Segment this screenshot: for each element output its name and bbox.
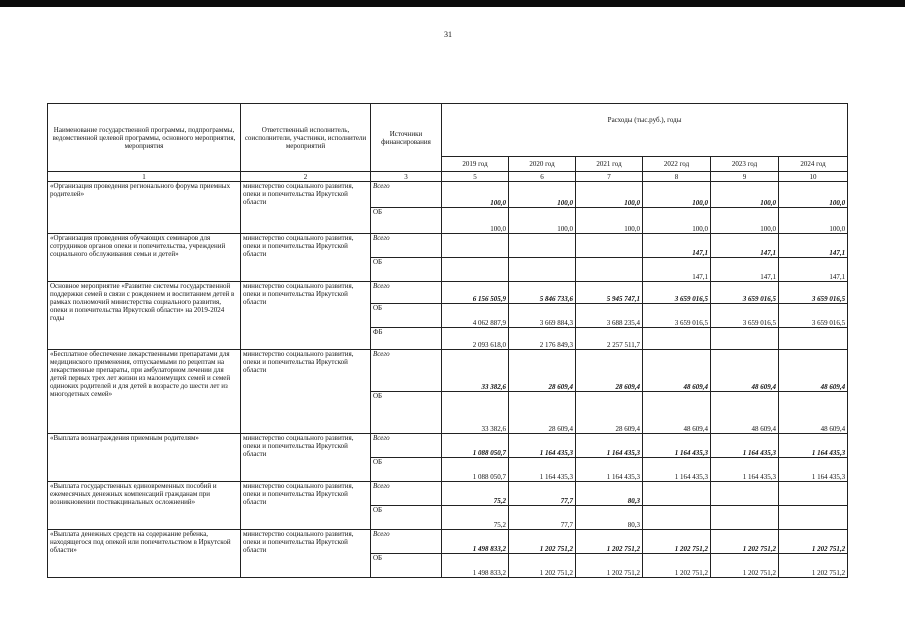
source-value: 100,0 — [442, 208, 509, 234]
source-value — [779, 506, 848, 530]
source-value — [779, 328, 848, 350]
source-value — [442, 258, 509, 282]
row-name: «Организация проведения обучающих семинаров для сотрудников органов опеки и попечительства, учреждений социального обслуживания семьи и детей» — [48, 234, 241, 282]
total-value: 1 164 435,3 — [711, 434, 779, 458]
header-source: Источники финансирования — [371, 104, 442, 172]
row-name: «Выплата вознаграждения приемным родителям» — [48, 434, 241, 482]
total-value: 1 088 050,7 — [442, 434, 509, 458]
source-value: 2 176 849,3 — [509, 328, 576, 350]
total-value: 1 164 435,3 — [779, 434, 848, 458]
source-value: 1 088 050,7 — [442, 458, 509, 482]
total-value: 1 202 751,2 — [576, 530, 643, 554]
total-value: 5 846 733,6 — [509, 282, 576, 304]
column-number: 8 — [643, 172, 711, 182]
source-value: 100,0 — [643, 208, 711, 234]
source-value: 3 659 016,5 — [779, 304, 848, 328]
source-value: 1 202 751,2 — [779, 554, 848, 578]
source-total-label: Всего — [371, 182, 442, 208]
source-value: 100,0 — [711, 208, 779, 234]
source-value: 147,1 — [643, 258, 711, 282]
source-value — [643, 506, 711, 530]
total-value: 100,0 — [509, 182, 576, 208]
source-value: 1 498 833,2 — [442, 554, 509, 578]
source-label: ОБ — [371, 458, 442, 482]
source-value: 1 164 435,3 — [576, 458, 643, 482]
column-number: 1 — [48, 172, 241, 182]
source-label: ОБ — [371, 392, 442, 434]
source-value: 48 609,4 — [643, 392, 711, 434]
source-value: 100,0 — [576, 208, 643, 234]
total-value: 48 609,4 — [779, 350, 848, 392]
source-value: 77,7 — [509, 506, 576, 530]
source-value — [509, 258, 576, 282]
scan-top-edge — [0, 0, 905, 7]
source-total-label: Всего — [371, 282, 442, 304]
source-value: 1 202 751,2 — [509, 554, 576, 578]
source-value: 1 202 751,2 — [643, 554, 711, 578]
source-label: ФБ — [371, 328, 442, 350]
source-label: ОБ — [371, 506, 442, 530]
source-value — [643, 328, 711, 350]
total-value: 100,0 — [779, 182, 848, 208]
total-value: 147,1 — [779, 234, 848, 258]
total-value — [442, 234, 509, 258]
row-executor: министерство социального развития, опеки и попечительства Иркутской области — [241, 182, 371, 234]
row-name: «Бесплатное обеспечение лекарственными препаратами для медицинского применения, отпускаемыми по рецептам на лекарственные препараты, при амбулаторном лечении для детей первых трех лет жизни из малоимущих семей и семей одиноких родителей и для детей в возрасте до шести лет из многодетных семей» — [48, 350, 241, 434]
source-total-label: Всего — [371, 234, 442, 258]
column-number: 9 — [711, 172, 779, 182]
total-value: 6 156 505,9 — [442, 282, 509, 304]
table-row — [48, 350, 848, 392]
source-value — [711, 328, 779, 350]
total-value: 1 498 833,2 — [442, 530, 509, 554]
source-total-label: Всего — [371, 530, 442, 554]
column-number: 3 — [371, 172, 442, 182]
header-name: Наименование государственной программы, подпрограммы, ведомственной целевой программы, основного мероприятия, мероприятия — [48, 104, 241, 172]
source-value: 2 257 511,7 — [576, 328, 643, 350]
header-year: 2020 год — [509, 157, 576, 172]
row-name: «Организация проведения регионального форума приемных родителей» — [48, 182, 241, 234]
total-value: 28 609,4 — [509, 350, 576, 392]
source-label: ОБ — [371, 208, 442, 234]
row-name: «Выплата государственных единовременных пособий и ежемесячных денежных компенсаций гражданам при возникновении поствакцинальных осложнений» — [48, 482, 241, 530]
row-name: «Выплата денежных средств на содержание ребенка, находящегося под опекой или попечительством в Иркутской области» — [48, 530, 241, 578]
total-value: 75,2 — [442, 482, 509, 506]
total-value: 147,1 — [643, 234, 711, 258]
header-year: 2022 год — [643, 157, 711, 172]
page-number: 31 — [444, 30, 452, 39]
source-value: 75,2 — [442, 506, 509, 530]
source-value: 1 164 435,3 — [643, 458, 711, 482]
total-value: 1 202 751,2 — [509, 530, 576, 554]
source-total-label: Всего — [371, 350, 442, 392]
source-value: 1 202 751,2 — [576, 554, 643, 578]
table-row — [48, 234, 848, 258]
header-year: 2021 год — [576, 157, 643, 172]
column-number: 7 — [576, 172, 643, 182]
source-value: 3 659 016,5 — [711, 304, 779, 328]
row-executor: министерство социального развития, опеки и попечительства Иркутской области — [241, 282, 371, 350]
table-row — [48, 434, 848, 458]
row-executor: министерство социального развития, опеки и попечительства Иркутской области — [241, 234, 371, 282]
source-label: ОБ — [371, 304, 442, 328]
column-number: 10 — [779, 172, 848, 182]
table-row — [48, 530, 848, 554]
column-number: 6 — [509, 172, 576, 182]
source-value: 1 164 435,3 — [711, 458, 779, 482]
source-value: 1 164 435,3 — [509, 458, 576, 482]
total-value: 100,0 — [711, 182, 779, 208]
total-value — [509, 234, 576, 258]
header-year: 2019 год — [442, 157, 509, 172]
total-value: 3 659 016,5 — [643, 282, 711, 304]
source-value — [576, 258, 643, 282]
source-value: 3 669 884,3 — [509, 304, 576, 328]
total-value: 1 164 435,3 — [576, 434, 643, 458]
source-value: 3 659 016,5 — [643, 304, 711, 328]
source-value: 28 609,4 — [576, 392, 643, 434]
source-value: 147,1 — [711, 258, 779, 282]
header-year: 2024 год — [779, 157, 848, 172]
column-number: 5 — [442, 172, 509, 182]
budget-table — [47, 103, 848, 578]
total-value: 100,0 — [442, 182, 509, 208]
header-executor: Ответственный исполнитель, соисполнители, участники, исполнители мероприятий — [241, 104, 371, 172]
source-value: 80,3 — [576, 506, 643, 530]
source-value: 2 093 618,0 — [442, 328, 509, 350]
column-number: 2 — [241, 172, 371, 182]
source-value: 147,1 — [779, 258, 848, 282]
source-value: 1 164 435,3 — [779, 458, 848, 482]
total-value — [576, 234, 643, 258]
total-value: 3 659 016,5 — [711, 282, 779, 304]
source-value: 3 688 235,4 — [576, 304, 643, 328]
source-value — [711, 506, 779, 530]
total-value — [779, 482, 848, 506]
table-row — [48, 182, 848, 208]
total-value — [643, 482, 711, 506]
row-executor: министерство социального развития, опеки и попечительства Иркутской области — [241, 482, 371, 530]
total-value: 48 609,4 — [711, 350, 779, 392]
table-body — [48, 182, 848, 578]
table-row — [48, 282, 848, 304]
source-label: ОБ — [371, 554, 442, 578]
total-value: 33 382,6 — [442, 350, 509, 392]
total-value: 100,0 — [576, 182, 643, 208]
total-value: 48 609,4 — [643, 350, 711, 392]
row-executor: министерство социального развития, опеки и попечительства Иркутской области — [241, 434, 371, 482]
row-executor: министерство социального развития, опеки и попечительства Иркутской области — [241, 530, 371, 578]
source-value: 28 609,4 — [509, 392, 576, 434]
total-value: 5 945 747,1 — [576, 282, 643, 304]
total-value: 147,1 — [711, 234, 779, 258]
header-expenses: Расходы (тыс.руб.), годы — [442, 104, 848, 157]
row-executor: министерство социального развития, опеки и попечительства Иркутской области — [241, 350, 371, 434]
total-value: 1 164 435,3 — [643, 434, 711, 458]
row-name: Основное мероприятие «Развитие системы государственной поддержки семей в связи с рождением и воспитанием детей в рамках полномочий министерства социального развития, опеки и попечительства Иркутской области» на 2019-2024 годы — [48, 282, 241, 350]
total-value: 1 202 751,2 — [779, 530, 848, 554]
source-value: 4 062 887,9 — [442, 304, 509, 328]
total-value — [711, 482, 779, 506]
source-label: ОБ — [371, 258, 442, 282]
table-row — [48, 482, 848, 506]
total-value: 1 202 751,2 — [643, 530, 711, 554]
total-value: 77,7 — [509, 482, 576, 506]
source-value: 100,0 — [779, 208, 848, 234]
total-value: 80,3 — [576, 482, 643, 506]
source-value: 48 609,4 — [711, 392, 779, 434]
total-value: 1 164 435,3 — [509, 434, 576, 458]
source-value: 33 382,6 — [442, 392, 509, 434]
source-value: 100,0 — [509, 208, 576, 234]
total-value: 1 202 751,2 — [711, 530, 779, 554]
header-year: 2023 год — [711, 157, 779, 172]
source-value: 1 202 751,2 — [711, 554, 779, 578]
total-value: 3 659 016,5 — [779, 282, 848, 304]
source-total-label: Всего — [371, 434, 442, 458]
source-total-label: Всего — [371, 482, 442, 506]
total-value: 28 609,4 — [576, 350, 643, 392]
source-value: 48 609,4 — [779, 392, 848, 434]
total-value: 100,0 — [643, 182, 711, 208]
